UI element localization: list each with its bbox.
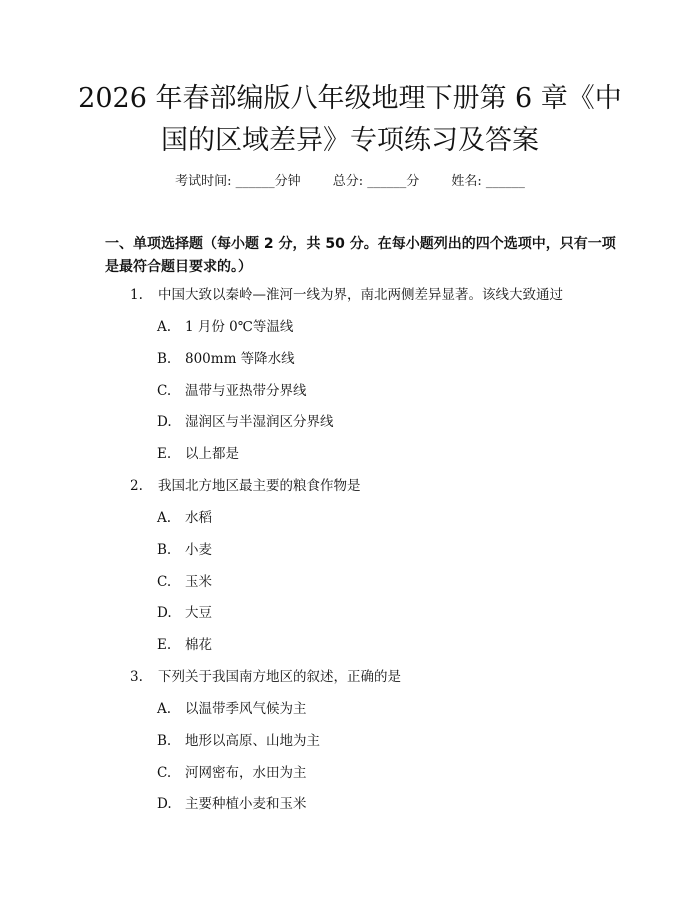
question-1-option-e — [157, 442, 239, 462]
option-letter: B. — [157, 351, 172, 367]
option-letter: B. — [157, 733, 172, 749]
option-text: 水稻 — [185, 510, 212, 526]
question-1-option-b — [157, 347, 295, 367]
exam-time-field: 考试时间: ______分钟 — [175, 174, 301, 189]
option-letter: A. — [157, 319, 172, 335]
option-letter: E. — [157, 637, 172, 653]
option-letter: E. — [157, 446, 172, 462]
document-title — [60, 78, 640, 162]
option-text: 河网密布，水田为主 — [185, 765, 307, 781]
question-3-option-a — [157, 697, 307, 717]
option-letter: B. — [157, 542, 172, 558]
option-letter: D. — [157, 605, 172, 621]
option-letter: C. — [157, 765, 172, 781]
option-letter: A. — [157, 510, 172, 526]
option-text: 湿润区与半湿润区分界线 — [185, 414, 334, 430]
title-line-1: 2026 年春部编版八年级地理下册第 6 章《中 — [78, 83, 622, 114]
question-1-option-d — [157, 410, 334, 430]
question-2-option-c — [157, 570, 212, 590]
question-1 — [130, 283, 563, 303]
question-number: 1. — [130, 287, 143, 303]
option-text: 地形以高原、山地为主 — [185, 733, 320, 749]
option-text: 主要种植小麦和玉米 — [185, 796, 307, 812]
option-text: 温带与亚热带分界线 — [185, 383, 307, 399]
option-letter: D. — [157, 796, 172, 812]
question-text: 下列关于我国南方地区的叙述，正确的是 — [158, 669, 401, 685]
question-2-option-e — [157, 633, 212, 653]
question-2-option-a — [157, 506, 212, 526]
total-score-field: 总分: ______分 — [332, 174, 420, 189]
option-text: 玉米 — [185, 574, 212, 590]
option-text: 以上都是 — [185, 446, 239, 462]
question-number: 3. — [130, 669, 143, 685]
option-letter: A. — [157, 701, 172, 717]
exam-meta — [0, 170, 700, 189]
question-2-option-d — [157, 601, 212, 621]
option-text: 800mm 等降水线 — [185, 351, 295, 367]
question-2-option-b — [157, 538, 212, 558]
student-name-field: 姓名: ______ — [451, 174, 525, 189]
option-letter: D. — [157, 414, 172, 430]
question-text: 中国大致以秦岭—淮河一线为界，南北两侧差异显著。该线大致通过 — [158, 287, 563, 303]
option-text: 以温带季风气候为主 — [185, 701, 307, 717]
option-text: 棉花 — [185, 637, 212, 653]
option-letter: C. — [157, 574, 172, 590]
question-3-option-d — [157, 792, 307, 812]
question-text: 我国北方地区最主要的粮食作物是 — [158, 478, 361, 494]
question-3-option-b — [157, 729, 320, 749]
title-line-2: 国的区域差异》专项练习及答案 — [161, 125, 539, 156]
option-text: 小麦 — [185, 542, 212, 558]
question-1-option-a — [157, 315, 293, 335]
question-2 — [130, 474, 361, 494]
question-3-option-c — [157, 761, 307, 781]
question-1-option-c — [157, 379, 307, 399]
section-heading: 一、单项选择题（每小题 2 分，共 50 分。在每小题列出的四个选项中，只有一项是最符合题目要求的。） — [105, 236, 616, 275]
question-3 — [130, 665, 401, 685]
question-number: 2. — [130, 478, 143, 494]
option-text: 大豆 — [185, 605, 212, 621]
option-text: 1 月份 0℃等温线 — [185, 319, 294, 335]
option-letter: C. — [157, 383, 172, 399]
